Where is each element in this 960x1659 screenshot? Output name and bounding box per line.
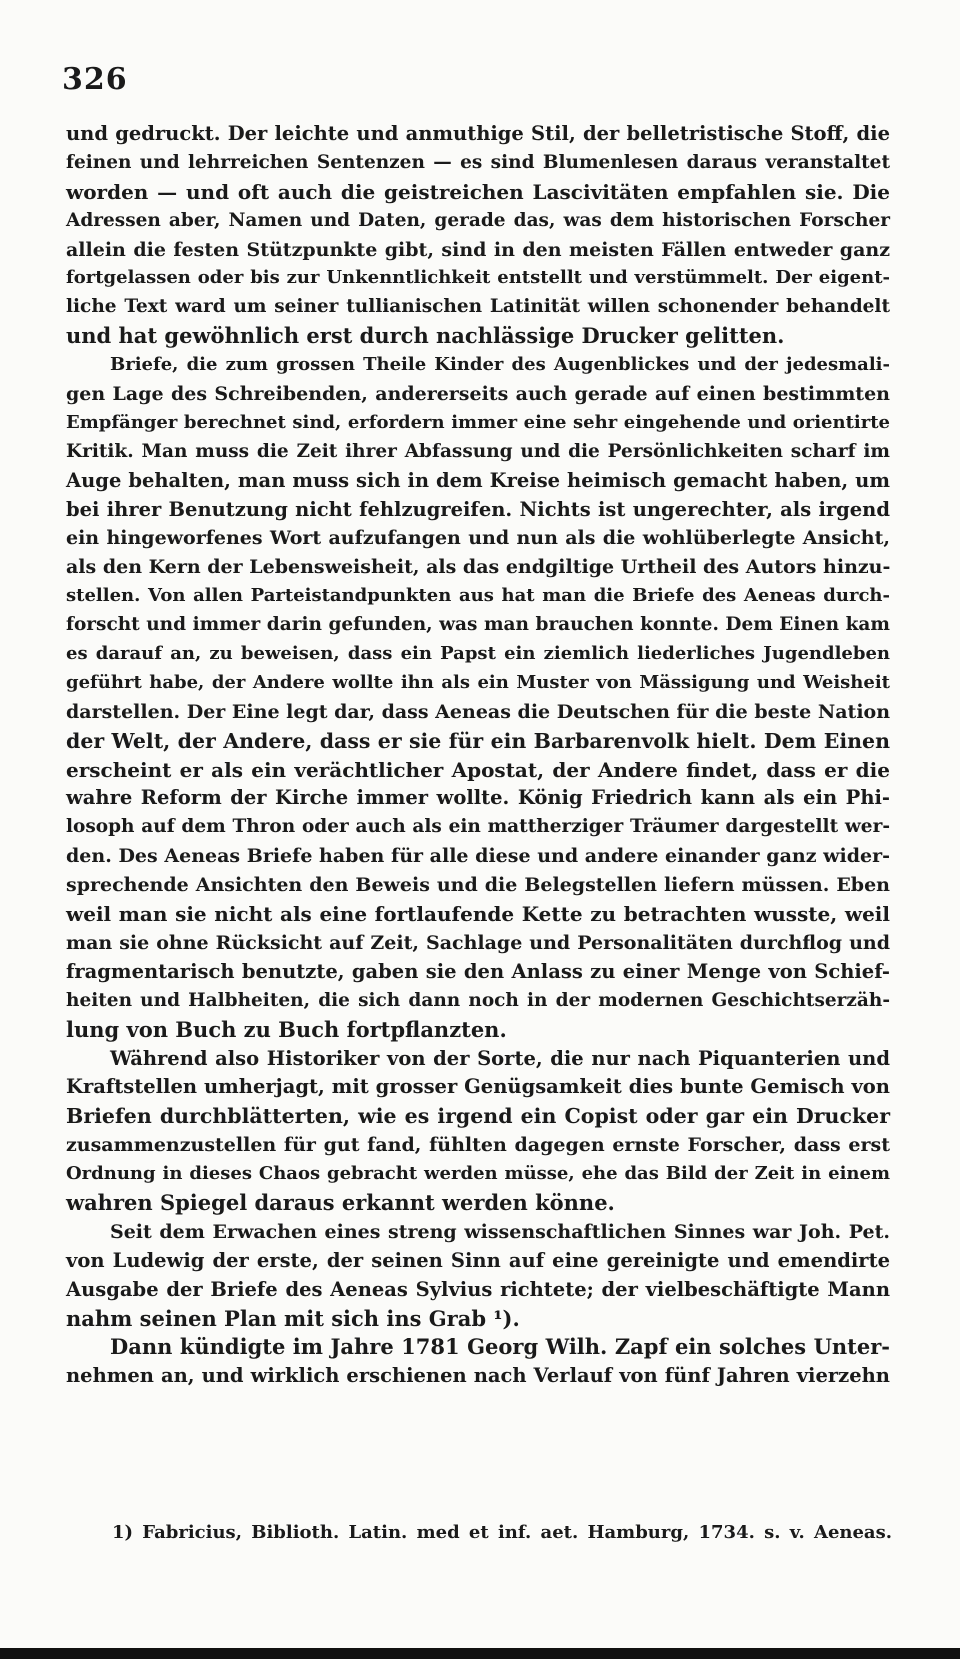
text-line: wahre Reform der Kirche immer wollte. König Friedrich kann als ein Phi- <box>66 786 890 810</box>
text-line: erscheint er als ein verächtlicher Apostat, der Andere findet, dass er die <box>66 757 890 782</box>
text-line: Empfänger berechnet sind, erfordern immer eine sehr eingehende und orientirte <box>66 411 890 433</box>
text-line: Briefe, die zum grossen Theile Kinder des Augenblickes und der jedesmali- <box>110 354 890 376</box>
text-line: heiten und Halbheiten, die sich dann noch in der modernen Geschichtserzäh- <box>66 989 890 1011</box>
text-line: forscht und immer darin gefunden, was man brauchen konnte. Dem Einen kam <box>66 614 890 636</box>
text-line: sprechende Ansichten den Beweis und die Belegstellen liefern müssen. Eben <box>66 874 890 897</box>
text-line: Adressen aber, Namen und Daten, gerade das, was dem historischen Forscher <box>66 209 890 231</box>
text-line: und hat gewöhnlich erst durch nachlässige Drucker gelitten. <box>66 323 785 349</box>
text-line: und gedruckt. Der leichte und anmuthige Stil, der belletristische Stoff, die <box>66 122 890 145</box>
text-line: man sie ohne Rücksicht auf Zeit, Sachlage und Personalitäten durchflog und <box>66 931 890 954</box>
text-line: weil man sie nicht als eine fortlaufende Kette zu betrachten wusste, weil <box>66 902 890 927</box>
text-line: von Ludewig der erste, der seinen Sinn auf eine gereinigte und emendirte <box>66 1248 890 1272</box>
page-number: 326 <box>62 62 128 97</box>
text-line: bei ihrer Benutzung nicht fehlzugreifen. Nichts ist ungerechter, als irgend <box>66 497 890 521</box>
text-line: feinen und lehrreichen Sentenzen — es sind Blumenlesen daraus veranstaltet <box>66 151 890 173</box>
text-line: Briefen durchblätterten, wie es irgend ein Copist oder gar ein Drucker <box>66 1104 890 1129</box>
text-line: fortgelassen oder bis zur Unkenntlichkeit entstellt und verstümmelt. Der eigent- <box>66 267 890 289</box>
text-line: es darauf an, zu beweisen, dass ein Papst ein ziemlich liederliches Jugendleben <box>66 643 890 665</box>
text-line: darstellen. Der Eine legt dar, dass Aeneas die Deutschen für die beste Nation <box>66 700 891 723</box>
text-line: Kritik. Man muss die Zeit ihrer Abfassung und die Persönlichkeiten scharf im <box>66 440 890 462</box>
bottom-edge <box>0 1648 960 1659</box>
text-line: als den Kern der Lebensweisheit, als das endgiltige Urtheil des Autors hinzu- <box>66 556 891 579</box>
text-line: liche Text ward um seiner tullianischen Latinität willen schonender behandelt <box>66 296 890 318</box>
body-text <box>66 120 890 1391</box>
text-line: Ausgabe der Briefe des Aeneas Sylvius richtete; der vielbeschäftigte Mann <box>66 1277 890 1301</box>
text-line: ein hingeworfenes Wort aufzufangen und nun als die wohlüberlegte Ansicht, <box>66 527 890 550</box>
text-line: zusammenzustellen für gut fand, fühlten dagegen ernste Forscher, dass erst <box>66 1134 890 1157</box>
text-line: Kraftstellen umherjagt, mit grosser Genügsamkeit dies bunte Gemisch von <box>66 1075 890 1099</box>
text-line: stellen. Von allen Parteistandpunkten aus hat man die Briefe des Aeneas durch- <box>66 585 890 607</box>
text-line: Ordnung in dieses Chaos gebracht werden müsse, ehe das Bild der Zeit in einem <box>66 1163 890 1185</box>
text-line: Auge behalten, man muss sich in dem Kreise heimisch gemacht haben, um <box>66 468 890 492</box>
text-line: worden — und oft auch die geistreichen Lascivitäten empfahlen sie. Die <box>66 179 890 204</box>
footnote: 1) Fabricius, Biblioth. Latin. med et inf. aet. Hamburg, 1734. s. v. Aeneas. <box>112 1522 892 1543</box>
text-line: den. Des Aeneas Briefe haben für alle diese und andere einander ganz wider- <box>66 845 890 868</box>
text-line: geführt habe, der Andere wollte ihn als ein Muster von Mässigung und Weisheit <box>66 671 890 693</box>
text-line: nehmen an, und wirklich erschienen nach Verlauf von fünf Jahren vierzehn <box>66 1364 890 1388</box>
text-line: gen Lage des Schreibenden, andererseits auch gerade auf einen bestimmten <box>66 383 890 406</box>
text-line: Während also Historiker von der Sorte, die nur nach Piquanterien und <box>110 1046 890 1070</box>
text-line: Seit dem Erwachen eines streng wissenschaftlichen Sinnes war Joh. Pet. <box>110 1220 890 1243</box>
text-line: Dann kündigte im Jahre 1781 Georg Wilh. Zapf ein solches Unter- <box>110 1334 890 1360</box>
text-line: der Welt, der Andere, dass er sie für ein Barbarenvolk hielt. Dem Einen <box>66 728 890 753</box>
text-line: lung von Buch zu Buch fortpflanzten. <box>66 1016 507 1042</box>
text-line: wahren Spiegel daraus erkannt werden könne. <box>66 1189 615 1215</box>
text-line: losoph auf dem Thron oder auch als ein mattherziger Träumer dargestellt wer- <box>66 816 890 838</box>
text-line: nahm seinen Plan mit sich ins Grab ¹). <box>66 1305 520 1331</box>
text-line: fragmentarisch benutzte, gaben sie den Anlass zu einer Menge von Schief- <box>66 959 890 983</box>
text-line: allein die festen Stützpunkte gibt, sind in den meisten Fällen entweder ganz <box>66 238 890 261</box>
